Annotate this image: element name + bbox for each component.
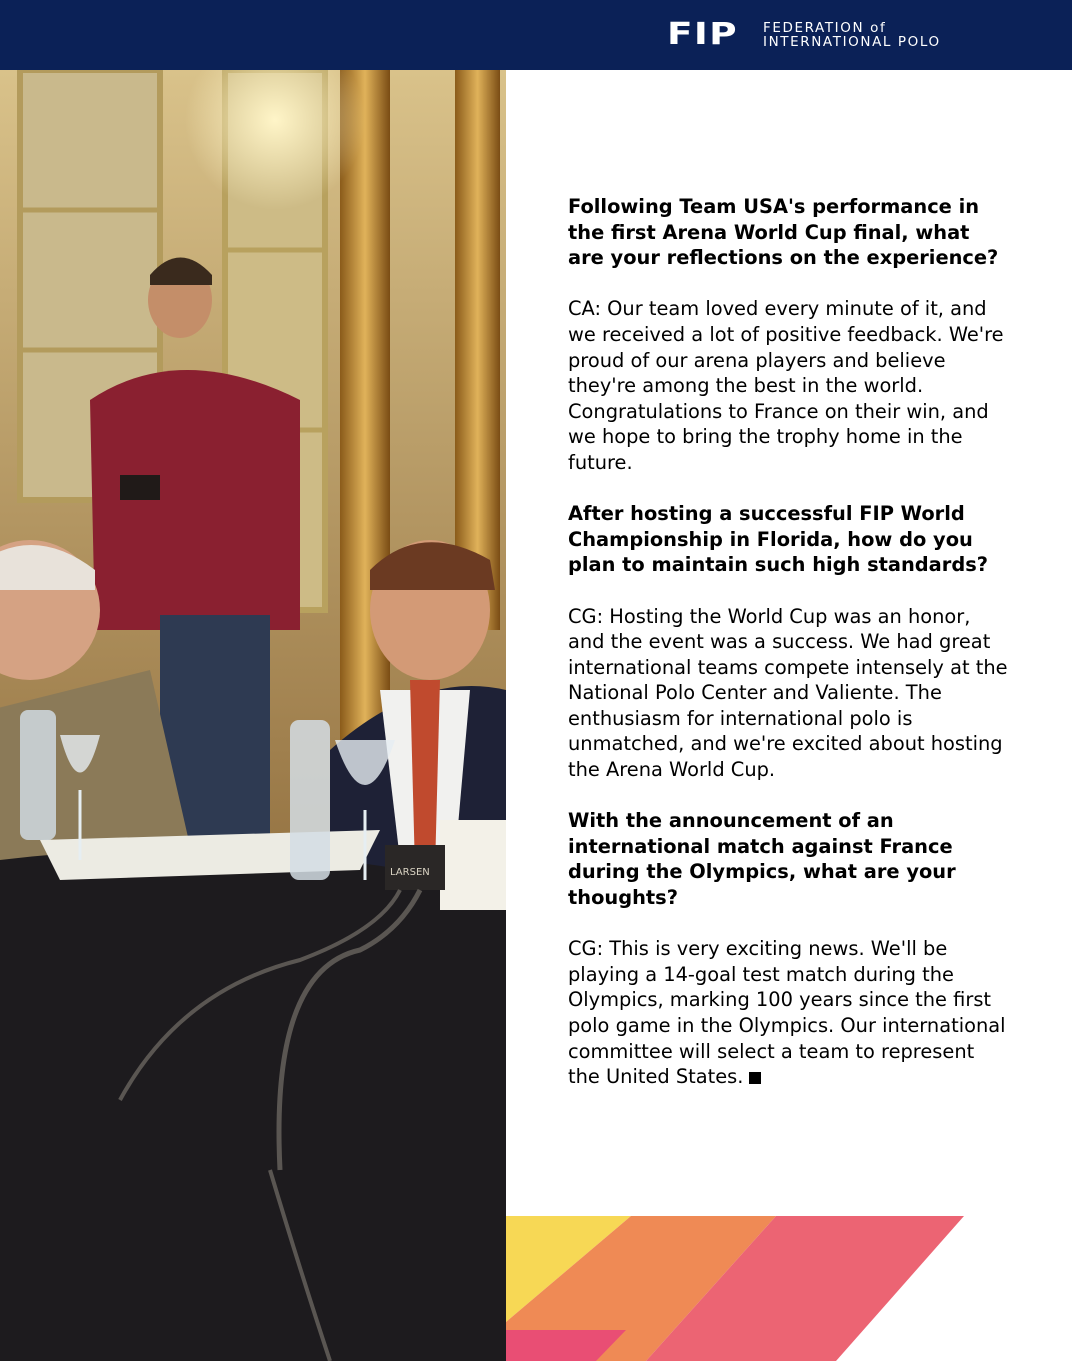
answer-2 bbox=[568, 604, 1008, 783]
logo-line-2: INTERNATIONAL POLO bbox=[763, 34, 941, 50]
fip-logo bbox=[667, 17, 941, 52]
header-bar bbox=[0, 0, 1072, 70]
speaker-3: CG: bbox=[568, 937, 604, 961]
logo-mark: FIP bbox=[667, 17, 738, 52]
question-1: Following Team USA's performance in the first Arena World Cup final, what are your reflections on the experience? bbox=[568, 195, 999, 270]
answer-1-text: Our team loved every minute of it, and we received a lot of positive feedback. We're proud of our arena players and believe they're among the best in the world. Congratulations to France on their win, and we hope to bring the trophy home in the future. bbox=[568, 297, 1004, 474]
decorative-stripes bbox=[506, 1212, 1072, 1361]
table-card-label: LARSEN bbox=[390, 867, 430, 878]
answer-3 bbox=[568, 936, 1008, 1090]
answer-3-text: This is very exciting news. We'll be playing a 14-goal test match during the Olympics, marking 100 years since the first polo game in the Olympics. Our international committee will select a team to represent the United States. bbox=[568, 937, 1006, 1089]
speaker-2: CG: bbox=[568, 604, 604, 628]
speaker-1: CA: bbox=[568, 297, 601, 321]
stripes-graphic bbox=[506, 1212, 1072, 1361]
answer-1 bbox=[568, 296, 1008, 475]
logo-line-1: FEDERATION of bbox=[763, 20, 887, 36]
meeting-photo bbox=[0, 70, 506, 1361]
meeting-photo-illustration bbox=[0, 70, 506, 1361]
logo-text bbox=[763, 21, 941, 49]
interview-article bbox=[568, 194, 1008, 1090]
end-mark-icon bbox=[749, 1072, 761, 1084]
question-2: After hosting a successful FIP World Championship in Florida, how do you plan to maintain such high standards? bbox=[568, 502, 988, 577]
answer-2-text: Hosting the World Cup was an honor, and the event was a success. We had great international teams compete intensely at the National Polo Center and Valiente. The enthusiasm for international polo is unmatched, and we're excited about hosting the Arena World Cup. bbox=[568, 604, 1008, 782]
question-3: With the announcement of an international match against France during the Olympics, what are your thoughts? bbox=[568, 809, 956, 910]
